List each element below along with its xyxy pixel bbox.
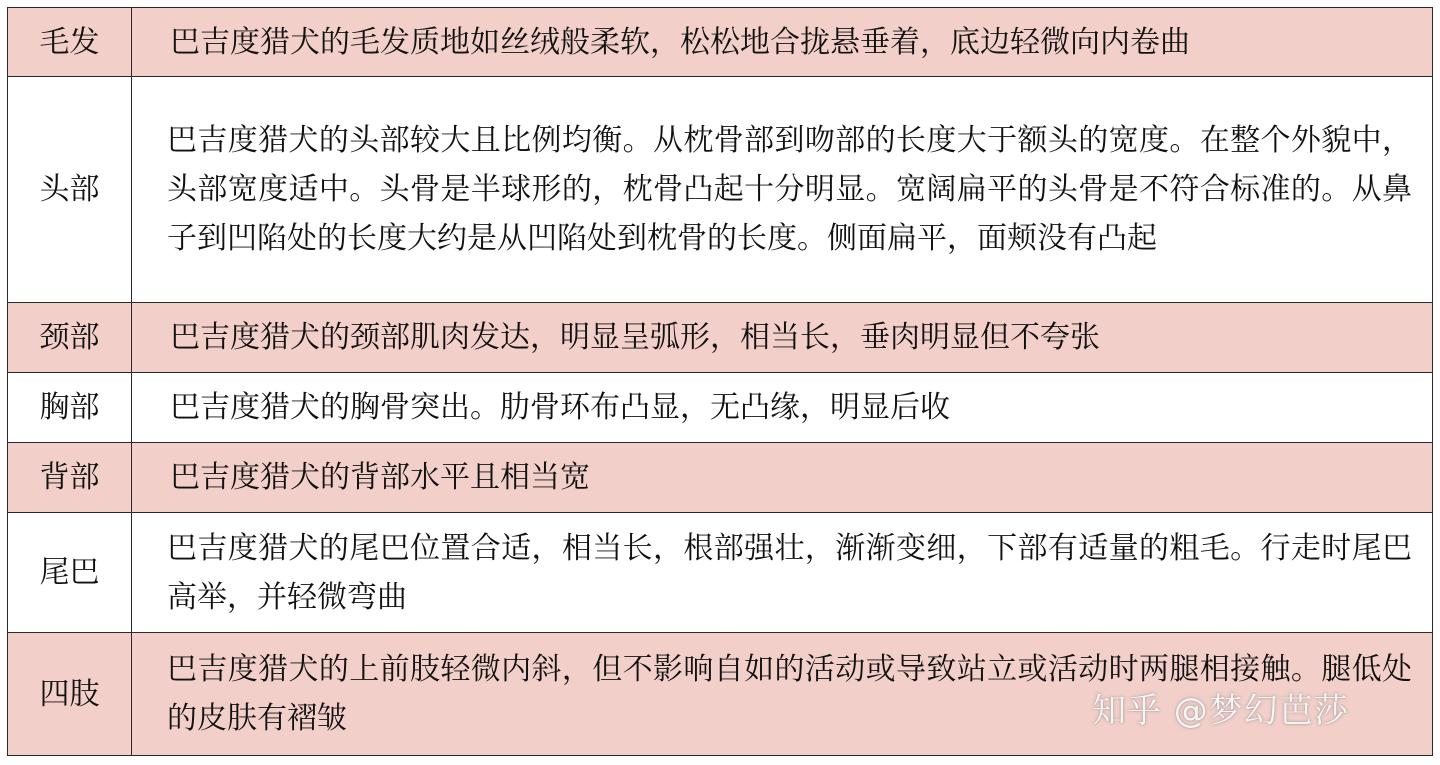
row-term-back: 背部 xyxy=(8,443,132,513)
row-term-limbs: 四肢 xyxy=(8,633,132,756)
row-term-chest: 胸部 xyxy=(8,373,132,443)
zhihu-watermark: 知乎 @梦幻芭莎 xyxy=(1092,691,1349,731)
row-term-head: 头部 xyxy=(8,77,132,303)
row-term-tail: 尾巴 xyxy=(8,513,132,633)
table-row xyxy=(8,373,1433,443)
row-description-head: 巴吉度猎犬的头部较大且比例均衡。从枕骨部到吻部的长度大于额头的宽度。在整个外貌中，头部宽度适中。头骨是半球形的，枕骨凸起十分明显。宽阔扁平的头骨是不符合标准的。从鼻子到凹陷处的长度大约是从凹陷处到枕骨的长度。侧面扁平，面颊没有凸起 xyxy=(132,77,1433,303)
table-row xyxy=(8,77,1433,303)
table-row xyxy=(8,303,1433,373)
row-description-neck: 巴吉度猎犬的颈部肌肉发达，明显呈弧形，相当长，垂肉明显但不夸张 xyxy=(132,303,1433,373)
row-description-chest: 巴吉度猎犬的胸骨突出。肋骨环布凸显，无凸缘，明显后收 xyxy=(132,373,1433,443)
table-row xyxy=(8,8,1433,77)
table-row xyxy=(8,443,1433,513)
row-term-coat: 毛发 xyxy=(8,8,132,77)
row-description-back: 巴吉度猎犬的背部水平且相当宽 xyxy=(132,443,1433,513)
row-term-neck: 颈部 xyxy=(8,303,132,373)
row-description-tail: 巴吉度猎犬的尾巴位置合适，相当长，根部强壮，渐渐变细，下部有适量的粗毛。行走时尾巴高举，并轻微弯曲 xyxy=(132,513,1433,633)
row-description-coat: 巴吉度猎犬的毛发质地如丝绒般柔软，松松地合拢悬垂着，底边轻微向内卷曲 xyxy=(132,8,1433,77)
table-row xyxy=(8,513,1433,633)
breed-standard-table xyxy=(7,7,1433,756)
row-description-limbs: 巴吉度猎犬的上前肢轻微内斜，但不影响自如的活动或导致站立或活动时两腿相接触。腿低处的皮肤有褶皱 xyxy=(132,633,1433,756)
